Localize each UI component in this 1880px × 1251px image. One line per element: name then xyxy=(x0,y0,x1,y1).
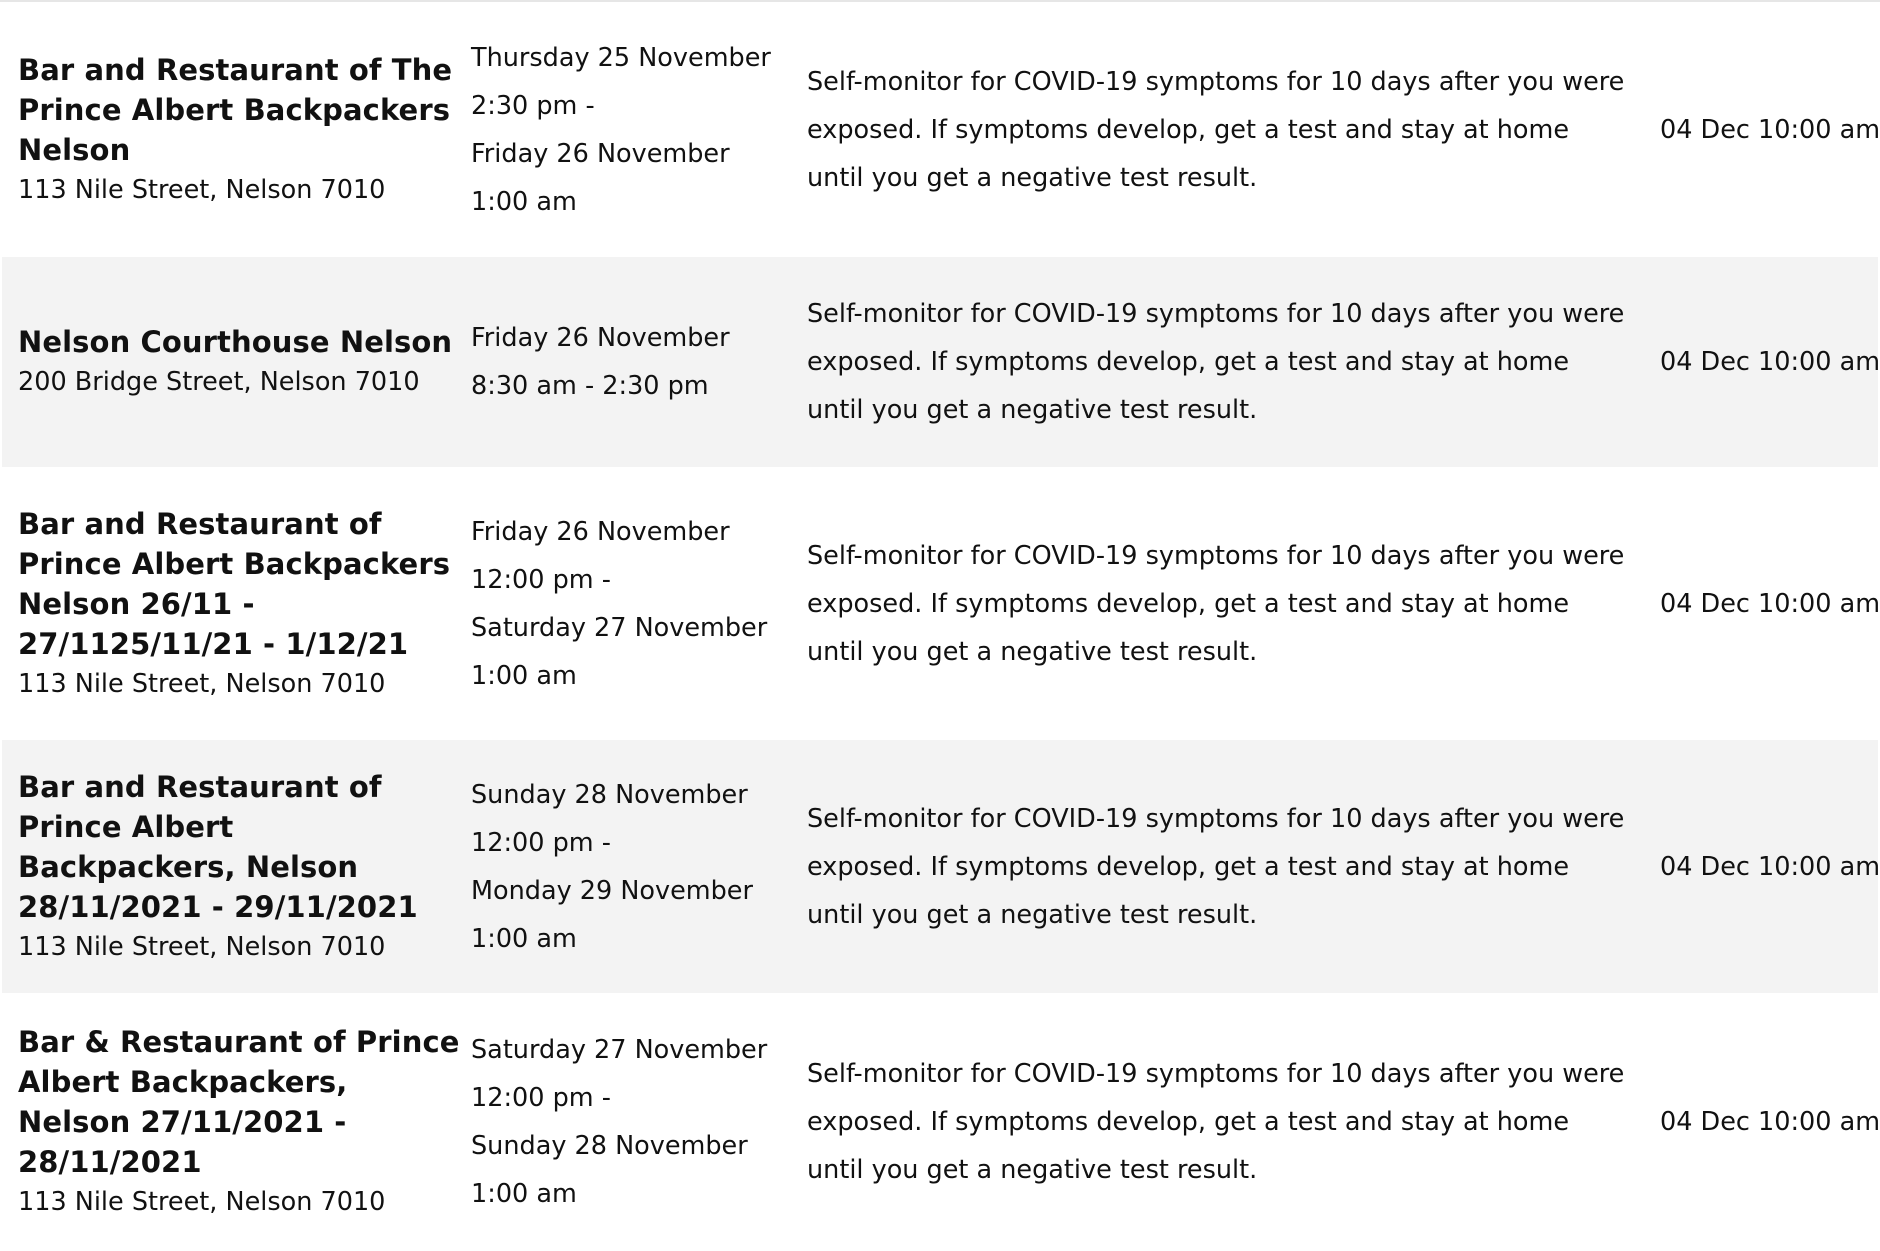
table-row xyxy=(2,467,1878,740)
location-address: 113 Nile Street, Nelson 7010 xyxy=(18,174,386,205)
location-address: 113 Nile Street, Nelson 7010 xyxy=(18,668,386,699)
advice-text: Self-monitor for COVID-19 symptoms for 10 days after you were exposed. If symptoms develop, get a test and stay at home until you get a negative test result. xyxy=(807,66,1625,193)
time-line: 12:00 pm - xyxy=(471,1083,611,1113)
table-row xyxy=(2,740,1878,993)
time-line: 1:00 am xyxy=(471,1179,577,1209)
time-line: 1:00 am xyxy=(471,660,577,691)
time-line: 1:00 am xyxy=(471,923,577,954)
date-added: 04 Dec 10:00 am xyxy=(1660,114,1880,145)
advice-cell xyxy=(807,290,1647,434)
time-line: 2:30 pm - xyxy=(471,90,595,121)
advice-text: Self-monitor for COVID-19 symptoms for 10 days after you were exposed. If symptoms develop, get a test and stay at home until you get a negative test result. xyxy=(807,299,1625,425)
locations-of-interest-table xyxy=(2,2,1878,1251)
location-name: Nelson Courthouse Nelson xyxy=(18,325,453,359)
date-added: 04 Dec 10:00 am xyxy=(1660,588,1880,619)
time-line: Saturday 27 November xyxy=(471,612,768,643)
table-row xyxy=(2,993,1878,1251)
location-address: 113 Nile Street, Nelson 7010 xyxy=(18,1187,386,1217)
time-line: Sunday 28 November xyxy=(471,1131,748,1161)
advice-cell xyxy=(807,795,1647,939)
advice-cell xyxy=(807,532,1647,676)
table-row xyxy=(2,257,1878,467)
time-cell xyxy=(471,314,807,410)
date-added: 04 Dec 10:00 am xyxy=(1660,347,1880,377)
advice-cell xyxy=(807,58,1647,202)
time-line: Friday 26 November xyxy=(471,323,730,353)
time-line: 12:00 pm - xyxy=(471,564,611,595)
time-line: Friday 26 November xyxy=(471,138,730,169)
time-line: 1:00 am xyxy=(471,186,577,217)
time-line: 8:30 am - 2:30 pm xyxy=(471,371,709,401)
location-address: 200 Bridge Street, Nelson 7010 xyxy=(18,367,420,397)
date-added: 04 Dec 10:00 am xyxy=(1660,851,1880,882)
location-cell xyxy=(2,50,471,210)
location-cell xyxy=(2,767,471,967)
time-line: Thursday 25 November xyxy=(471,42,771,73)
location-cell xyxy=(2,504,471,704)
location-name: Bar and Restaurant of Prince Albert Backpackers Nelson 26/11 - 27/1125/11/21 - 1/12/21 xyxy=(18,506,451,661)
time-cell xyxy=(471,34,807,226)
date-added: 04 Dec 10:00 am xyxy=(1660,1107,1880,1137)
location-address: 113 Nile Street, Nelson 7010 xyxy=(18,931,386,962)
advice-text: Self-monitor for COVID-19 symptoms for 10 days after you were exposed. If symptoms develop, get a test and stay at home until you get a negative test result. xyxy=(807,1059,1625,1185)
advice-text: Self-monitor for COVID-19 symptoms for 10 days after you were exposed. If symptoms develop, get a test and stay at home until you get a negative test result. xyxy=(807,540,1625,667)
location-name: Bar & Restaurant of Prince Albert Backpackers, Nelson 27/11/2021 - 28/11/2021 xyxy=(18,1025,460,1179)
added-cell xyxy=(1647,584,1878,624)
time-line: Sunday 28 November xyxy=(471,779,748,810)
added-cell xyxy=(1647,110,1878,150)
added-cell xyxy=(1647,847,1878,887)
time-cell xyxy=(471,508,807,700)
added-cell xyxy=(1647,1102,1878,1142)
added-cell xyxy=(1647,342,1878,382)
time-line: Friday 26 November xyxy=(471,516,730,547)
time-cell xyxy=(471,1026,807,1218)
advice-text: Self-monitor for COVID-19 symptoms for 10 days after you were exposed. If symptoms develop, get a test and stay at home until you get a negative test result. xyxy=(807,803,1625,930)
location-cell xyxy=(2,1022,471,1222)
time-cell xyxy=(471,771,807,963)
time-line: 12:00 pm - xyxy=(471,827,611,858)
location-name: Bar and Restaurant of The Prince Albert Backpackers Nelson xyxy=(18,52,453,167)
time-line: Saturday 27 November xyxy=(471,1035,768,1065)
advice-cell xyxy=(807,1050,1647,1194)
location-cell xyxy=(2,322,471,402)
table-row xyxy=(2,2,1878,257)
location-name: Bar and Restaurant of Prince Albert Backpackers, Nelson 28/11/2021 - 29/11/2021 xyxy=(18,769,418,924)
time-line: Monday 29 November xyxy=(471,875,753,906)
